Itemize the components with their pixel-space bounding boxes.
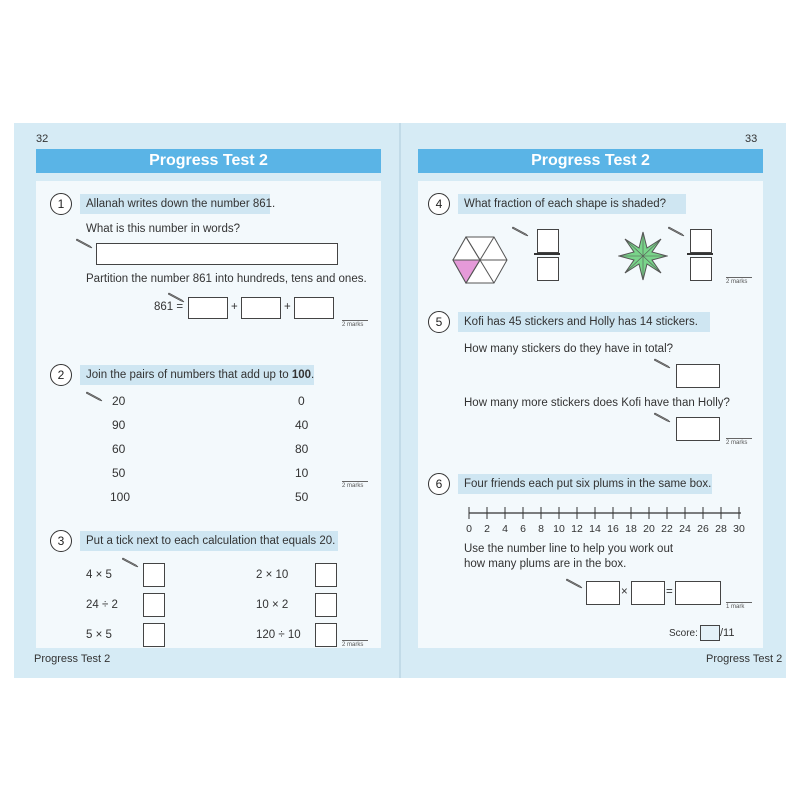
score-box[interactable] — [700, 625, 720, 641]
pencil-icon — [122, 556, 140, 568]
marks-label: 2 marks — [342, 481, 368, 489]
question-subprompt: How many stickers do they have in total? — [464, 343, 674, 355]
right-number[interactable]: 10 — [295, 466, 309, 480]
page-footer-left: Progress Test 2 — [34, 653, 111, 665]
right-number[interactable]: 40 — [295, 418, 309, 432]
times-sign: × — [621, 586, 628, 598]
number-line-label: 18 — [625, 523, 637, 535]
number-line-label: 4 — [502, 523, 508, 535]
number-line-label: 8 — [538, 523, 544, 535]
number-line-label: 14 — [589, 523, 601, 535]
right-number[interactable]: 80 — [295, 442, 309, 456]
hexagon-shape — [452, 235, 508, 285]
question-number: 2 — [50, 364, 72, 386]
question-prompt: Kofi has 45 stickers and Holly has 14 stickers. — [458, 312, 710, 332]
tick-box[interactable] — [315, 563, 337, 587]
calculation-label: 2 × 10 — [256, 569, 289, 581]
number-line-label: 28 — [715, 523, 727, 535]
marks-label: 2 marks — [726, 438, 752, 446]
plus-sign: + — [231, 301, 238, 313]
left-number[interactable]: 100 — [110, 490, 131, 504]
page-footer-right: Progress Test 2 — [706, 653, 783, 665]
question-prompt — [80, 365, 314, 385]
number-line-label: 2 — [484, 523, 490, 535]
fraction-denominator-box[interactable] — [537, 257, 559, 281]
right-number[interactable]: 0 — [298, 394, 305, 408]
number-line-label: 22 — [661, 523, 673, 535]
question-panel-left — [36, 181, 381, 648]
page-title-right: Progress Test 2 — [418, 149, 763, 173]
question-number: 3 — [50, 530, 72, 552]
number-line-label: 0 — [466, 523, 472, 535]
answer-box-factor-1[interactable] — [586, 581, 620, 605]
tick-box[interactable] — [315, 593, 337, 617]
question-subprompt: What is this number in words? — [86, 223, 241, 235]
page-number-right: 33 — [745, 133, 758, 145]
tick-box[interactable] — [143, 563, 165, 587]
question-prompt: Put a tick next to each calculation that equals 20. — [80, 531, 338, 551]
tick-box[interactable] — [143, 623, 165, 647]
instruction-text: how many plums are in the box. — [464, 558, 627, 570]
answer-box-ones[interactable] — [294, 297, 334, 319]
star-shape — [618, 231, 668, 281]
pencil-icon — [86, 390, 104, 402]
answer-box-hundreds[interactable] — [188, 297, 228, 319]
score-total: /11 — [720, 627, 735, 639]
fraction-line — [687, 253, 713, 255]
left-number[interactable]: 50 — [112, 466, 126, 480]
page-title-left: Progress Test 2 — [36, 149, 381, 173]
plus-sign: + — [284, 301, 291, 313]
answer-box-factor-2[interactable] — [631, 581, 665, 605]
calculation-label: 24 ÷ 2 — [86, 599, 118, 611]
number-line-label: 6 — [520, 523, 526, 535]
calculation-label: 5 × 5 — [86, 629, 112, 641]
question-panel-right — [418, 181, 763, 648]
question-number: 1 — [50, 193, 72, 215]
fraction-line — [534, 253, 560, 255]
answer-box-tens[interactable] — [241, 297, 281, 319]
number-line-label: 16 — [607, 523, 619, 535]
answer-box-total[interactable] — [676, 364, 720, 388]
answer-box-product[interactable] — [675, 581, 721, 605]
workbook-spread — [14, 123, 786, 678]
answer-box-words[interactable] — [96, 243, 338, 265]
left-page — [14, 123, 400, 678]
answer-box-difference[interactable] — [676, 417, 720, 441]
prompt-text: Join the pairs of numbers that add up to — [86, 369, 292, 381]
pencil-icon — [654, 411, 672, 423]
question-number: 5 — [428, 311, 450, 333]
pencil-icon — [654, 357, 672, 369]
right-page — [400, 123, 786, 678]
page-number-left: 32 — [36, 133, 49, 145]
question-subprompt: How many more stickers does Kofi have than Holly? — [464, 397, 730, 409]
fraction-numerator-box[interactable] — [690, 229, 712, 253]
equation-start: 861 = — [154, 301, 184, 313]
score-label: Score: — [669, 628, 698, 639]
pencil-icon — [512, 225, 530, 237]
question-prompt: Allanah writes down the number 861. — [80, 194, 270, 214]
prompt-bold: 100 — [291, 369, 312, 381]
pencil-icon — [566, 577, 584, 589]
left-number[interactable]: 90 — [112, 418, 126, 432]
calculation-label: 10 × 2 — [256, 599, 289, 611]
marks-label: 2 marks — [726, 277, 752, 285]
number-line-label: 26 — [697, 523, 709, 535]
instruction-text: Use the number line to help you work out — [464, 543, 674, 555]
tick-box[interactable] — [143, 593, 165, 617]
marks-label: 2 marks — [342, 320, 368, 328]
number-line-label: 24 — [679, 523, 691, 535]
tick-box[interactable] — [315, 623, 337, 647]
marks-label: 2 marks — [342, 640, 368, 648]
question-prompt: What fraction of each shape is shaded? — [458, 194, 686, 214]
number-line-label: 12 — [571, 523, 583, 535]
number-line — [458, 501, 748, 537]
left-number[interactable]: 60 — [112, 442, 126, 456]
marks-label: 1 mark — [726, 602, 752, 610]
calculation-label: 4 × 5 — [86, 569, 112, 581]
left-number[interactable]: 20 — [112, 394, 126, 408]
question-prompt: Four friends each put six plums in the same box. — [458, 474, 712, 494]
pencil-icon — [668, 225, 686, 237]
question-number: 6 — [428, 473, 450, 495]
fraction-denominator-box[interactable] — [690, 257, 712, 281]
question-number: 4 — [428, 193, 450, 215]
calculation-label: 120 ÷ 10 — [256, 629, 301, 641]
equals-sign: = — [666, 586, 673, 598]
question-subprompt: Partition the number 861 into hundreds, tens and ones. — [86, 273, 367, 285]
pencil-icon — [76, 237, 94, 249]
right-number[interactable]: 50 — [295, 490, 309, 504]
number-line-label: 20 — [643, 523, 655, 535]
fraction-numerator-box[interactable] — [537, 229, 559, 253]
number-line-label: 10 — [553, 523, 565, 535]
number-line-label: 30 — [733, 523, 745, 535]
prompt-end: . — [311, 369, 315, 381]
